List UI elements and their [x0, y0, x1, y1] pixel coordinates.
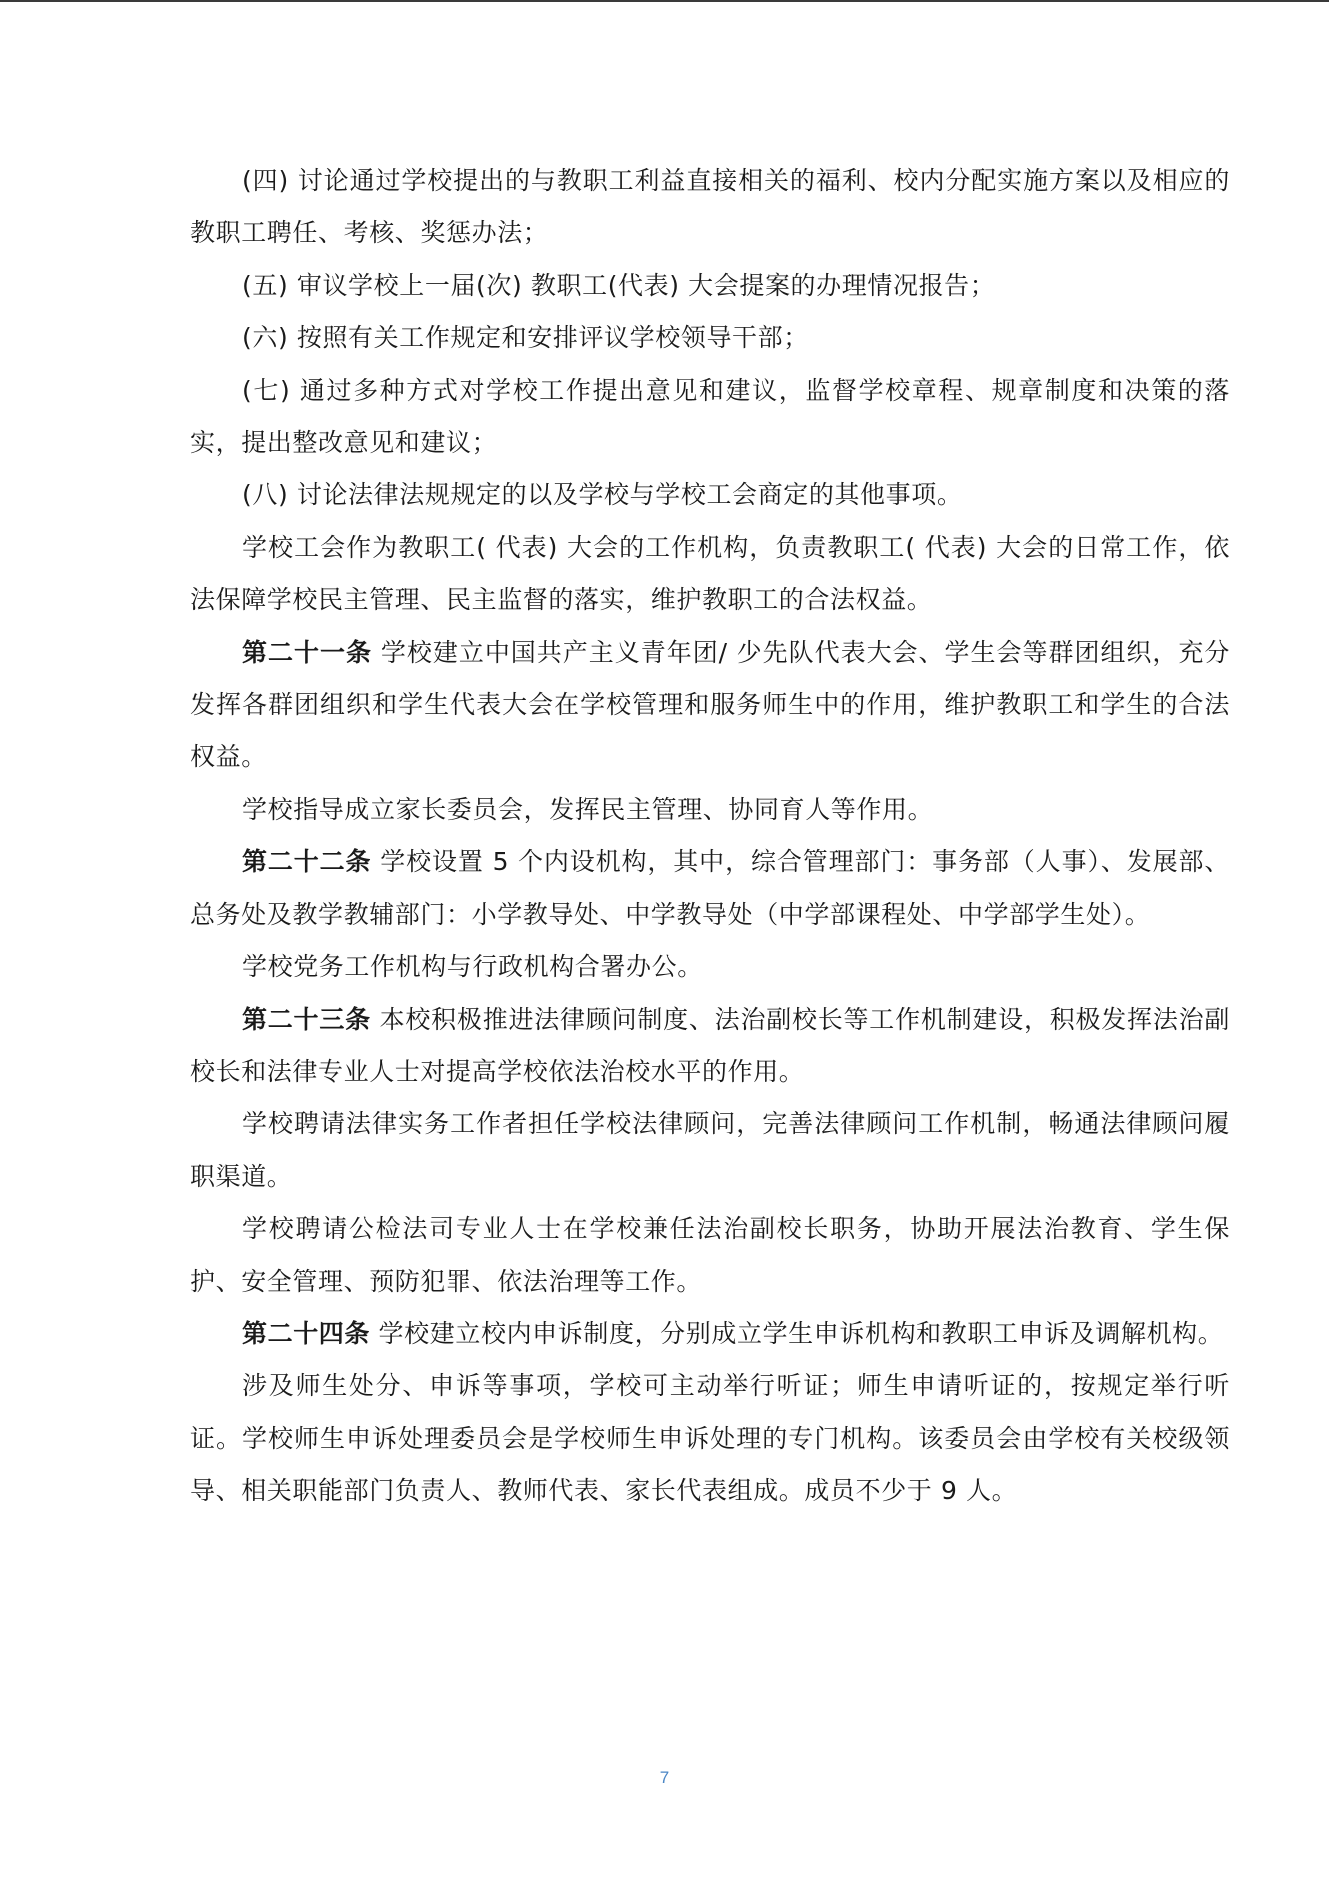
legal-counsel-paragraph [190, 1098, 1230, 1203]
union-paragraph [190, 522, 1230, 627]
parent-committee-paragraph [190, 784, 1230, 836]
clause-item-7 [190, 365, 1230, 470]
paragraph-text: (四) 讨论通过学校提出的与教职工利益直接相关的福利、校内分配实施方案以及相应的教职工聘任、考核、奖惩办法； [190, 166, 1230, 248]
paragraph-text: 学校建立校内申诉制度，分别成立学生申诉机构和教职工申诉及调解机构。 [370, 1318, 1224, 1348]
document-body [190, 155, 1230, 1518]
top-border-line [0, 0, 1329, 2]
paragraph-text: 涉及师生处分、申诉等事项，学校可主动举行听证；师生申请听证的，按规定举行听证。学校师生申诉处理委员会是学校师生申诉处理的专门机构。该委员会由学校有关校级领导、相关职能部门负责人、教师代表、家长代表组成。成员不少于 9 人。 [190, 1371, 1230, 1506]
paragraph-text: (六) 按照有关工作规定和安排评议学校领导干部； [242, 323, 809, 353]
article-heading: 第二十二条 [242, 847, 372, 877]
article-heading: 第二十一条 [242, 637, 372, 667]
party-office-paragraph [190, 941, 1230, 993]
clause-item-8 [190, 469, 1230, 521]
article-heading: 第二十四条 [242, 1318, 371, 1348]
paragraph-text: 学校聘请法律实务工作者担任学校法律顾问，完善法律顾问工作机制，畅通法律顾问履职渠道。 [190, 1109, 1230, 1191]
article-22 [190, 836, 1230, 941]
paragraph-text: (七) 通过多种方式对学校工作提出意见和建议，监督学校章程、规章制度和决策的落实，提出整改意见和建议； [190, 375, 1230, 458]
vice-principal-paragraph [190, 1203, 1230, 1308]
paragraph-text: 学校指导成立家长委员会，发挥民主管理、协同育人等作用。 [242, 794, 934, 824]
hearing-paragraph [190, 1360, 1230, 1517]
paragraph-text: 学校聘请公检法司专业人士在学校兼任法治副校长职务，协助开展法治教育、学生保护、安全管理、预防犯罪、依法治理等工作。 [190, 1214, 1230, 1296]
clause-item-4 [190, 155, 1230, 260]
paragraph-text: (八) 讨论法律法规规定的以及学校与学校工会商定的其他事项。 [242, 480, 963, 510]
paragraph-text: (五) 审议学校上一届(次) 教职工(代表) 大会提案的办理情况报告； [242, 270, 996, 300]
clause-item-6 [190, 312, 1230, 364]
paragraph-text: 本校积极推进法律顾问制度、法治副校长等工作机制建设，积极发挥法治副校长和法律专业人士对提高学校依法治校水平的作用。 [190, 1004, 1230, 1086]
paragraph-text: 学校工会作为教职工( 代表) 大会的工作机构，负责教职工( 代表) 大会的日常工作，依法保障学校民主管理、民主监督的落实，维护教职工的合法权益。 [190, 532, 1230, 615]
article-24 [190, 1308, 1230, 1360]
paragraph-text: 学校党务工作机构与行政机构合署办公。 [242, 952, 703, 982]
article-23 [190, 994, 1230, 1099]
paragraph-text: 学校建立中国共产主义青年团/ 少先队代表大会、学生会等群团组织，充分发挥各群团组织和学生代表大会在学校管理和服务师生中的作用，维护教职工和学生的合法权益。 [190, 637, 1230, 772]
page-number: 7 [659, 1768, 670, 1787]
clause-item-5 [190, 260, 1230, 312]
paragraph-text: 学校设置 5 个内设机构，其中，综合管理部门：事务部（人事）、发展部、总务处及教学教辅部门：小学教导处、中学教导处（中学部课程处、中学部学生处）。 [190, 847, 1230, 929]
article-heading: 第二十三条 [242, 1004, 371, 1034]
article-21 [190, 627, 1230, 784]
